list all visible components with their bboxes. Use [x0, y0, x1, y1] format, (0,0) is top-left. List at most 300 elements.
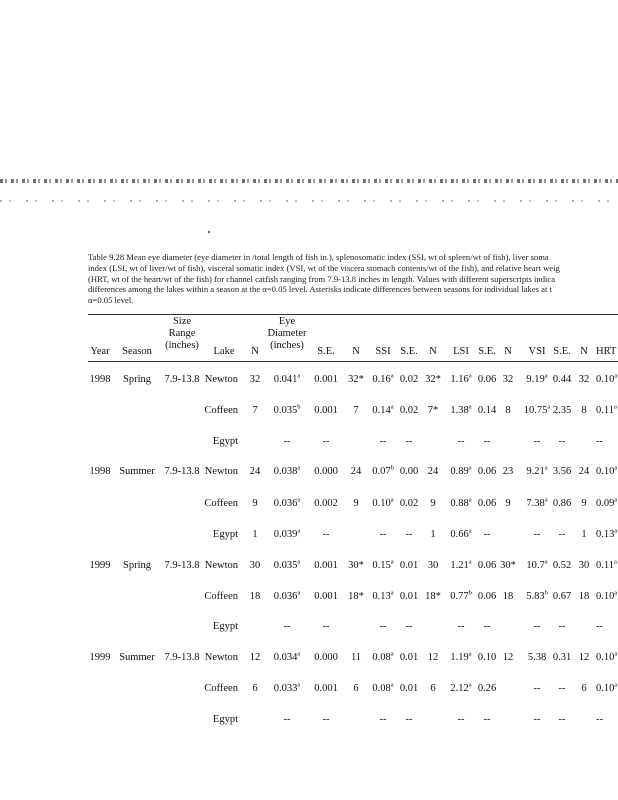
cell-value: 12: [249, 652, 261, 663]
cell-value: 0.00: [399, 466, 419, 477]
cell-n3: [425, 374, 441, 386]
cell-value: 0.52: [552, 560, 572, 571]
cell-value: --: [379, 621, 387, 632]
cell-se1: [323, 529, 330, 541]
cell-value: 0.01: [399, 652, 419, 663]
cell-value: --: [379, 529, 387, 540]
cell-eye: [274, 683, 301, 695]
cell-vsi: [526, 560, 547, 572]
cell-se4: [559, 714, 566, 726]
cell-value: --: [533, 436, 541, 447]
cell-year: [90, 652, 111, 664]
cell-year: [90, 466, 111, 478]
cell-superscript: a: [614, 464, 618, 472]
header-n: N: [352, 346, 360, 357]
cell-value: Coffeen: [204, 683, 238, 694]
cell-value: 0.06: [477, 560, 497, 571]
cell-eye: [274, 652, 301, 664]
cell-value: Summer: [119, 652, 155, 663]
cell-superscript: a: [468, 464, 472, 472]
header-n: N: [504, 346, 512, 357]
cell-n5: [579, 652, 590, 664]
cell-value: 0.26: [477, 683, 497, 694]
cell-value: 32: [249, 374, 261, 385]
cell-value: 18: [502, 591, 514, 602]
cell-value: 30: [427, 560, 439, 571]
cell-superscript: a: [614, 527, 618, 535]
cell-n4: [503, 466, 514, 478]
header-n: N: [580, 346, 588, 357]
cell-se1: [314, 652, 338, 664]
cell-se1: [314, 591, 338, 603]
cell-value: Coffeen: [204, 498, 238, 509]
cell-value: 9: [505, 498, 511, 509]
cell-lsi: [450, 466, 471, 478]
cell-se4: [553, 374, 571, 386]
cell-value: 0.16: [372, 374, 391, 385]
cell-value: 9: [353, 498, 359, 509]
cell-hrt: [596, 714, 603, 726]
header-eye-diameter: [267, 316, 306, 352]
cell-value: 1999: [89, 652, 111, 663]
cell-se2: [406, 621, 413, 633]
scan-artifact-line: [0, 200, 618, 202]
cell-season: [119, 652, 155, 664]
header-size-range: [165, 316, 199, 352]
cell-eye: [274, 529, 301, 541]
cell-n4: [505, 405, 510, 417]
cell-value: 1.19: [450, 652, 469, 663]
cell-ssi: [372, 466, 394, 478]
cell-year: [90, 374, 111, 386]
cell-value: Newton: [204, 560, 238, 571]
cell-value: 0.06: [477, 498, 497, 509]
cell-superscript: a: [468, 650, 472, 658]
cell-se4: [559, 683, 566, 695]
cell-value: 0.02: [399, 498, 419, 509]
cell-value: Newton: [204, 374, 238, 385]
cell-value: 1: [252, 529, 258, 540]
cell-season: [123, 374, 151, 386]
cell-value: 0.001: [314, 591, 338, 602]
cell-superscript: a: [468, 496, 472, 504]
cell-lake: [205, 652, 238, 664]
cell-value: 1.21: [450, 560, 469, 571]
cell-value: --: [483, 436, 491, 447]
cell-se1: [314, 466, 338, 478]
cell-value: --: [558, 621, 566, 632]
cell-superscript: a: [297, 372, 301, 380]
cell-hrt: [596, 405, 617, 417]
cell-n2: [351, 466, 362, 478]
cell-value: 0.11: [596, 405, 614, 416]
cell-value: 0.01: [399, 591, 419, 602]
cell-se3: [484, 529, 491, 541]
cell-lake: [204, 498, 238, 510]
cell-se4: [559, 436, 566, 448]
cell-ssi: [372, 683, 393, 695]
cell-value: --: [405, 529, 413, 540]
cell-se3: [478, 591, 496, 603]
cell-vsi: [524, 405, 551, 417]
cell-n2: [348, 374, 364, 386]
cell-value: --: [457, 436, 465, 447]
cell-eye: [274, 498, 301, 510]
cell-se4: [553, 498, 571, 510]
cell-se3: [478, 374, 496, 386]
cell-value: 30*: [500, 560, 516, 571]
cell-season: [119, 466, 155, 478]
cell-value: Newton: [204, 466, 238, 477]
cell-n2: [351, 652, 361, 664]
cell-value: 30*: [348, 560, 364, 571]
cell-value: --: [457, 714, 465, 725]
cell-value: 0.035: [273, 405, 298, 416]
cell-hrt: [596, 560, 617, 572]
cell-hrt: [596, 436, 603, 448]
cell-value: --: [283, 621, 291, 632]
cell-lsi: [450, 591, 472, 603]
cell-vsi: [526, 466, 547, 478]
cell-eye: [274, 560, 301, 572]
header-vsi: VSI: [528, 346, 546, 357]
cell-hrt: [596, 652, 617, 664]
cell-se4: [553, 591, 571, 603]
cell-superscript: a: [547, 403, 551, 411]
cell-value: --: [457, 621, 465, 632]
cell-lake: [204, 405, 238, 417]
cell-superscript: b: [390, 464, 394, 472]
cell-value: 0.11: [596, 560, 614, 571]
cell-value: 11: [350, 652, 362, 663]
cell-vsi: [526, 591, 548, 603]
cell-lsi: [450, 560, 471, 572]
cell-superscript: a: [614, 496, 618, 504]
header-se: S.E.: [478, 346, 496, 357]
cell-vsi: [534, 529, 541, 541]
cell-value: 0.67: [552, 591, 572, 602]
cell-superscript: a: [544, 496, 548, 504]
cell-superscript: a: [297, 558, 301, 566]
cell-value: 7*: [427, 405, 439, 416]
cell-season: [123, 560, 151, 572]
cell-n5: [579, 591, 590, 603]
cell-value: 32: [578, 374, 590, 385]
cell-value: 0.000: [314, 466, 338, 477]
scan-artifact-dot: [208, 231, 210, 233]
cell-eye: [274, 591, 301, 603]
cell-n4: [503, 591, 514, 603]
cell-lsi: [458, 714, 465, 726]
cell-n5: [581, 498, 586, 510]
cell-value: 0.10: [477, 652, 497, 663]
cell-value: 32: [502, 374, 514, 385]
cell-value: 24: [350, 466, 362, 477]
cell-lsi: [450, 683, 471, 695]
cell-value: 2.12: [450, 683, 469, 694]
cell-value: 5.38: [527, 652, 547, 663]
cell-se1: [323, 436, 330, 448]
cell-hrt: [596, 591, 617, 603]
cell-superscript: a: [297, 527, 301, 535]
cell-value: 18: [578, 591, 590, 602]
cell-value: 9: [581, 498, 587, 509]
cell-value: 8: [505, 405, 511, 416]
cell-n3: [430, 529, 435, 541]
caption-line: α=0.05 level.: [88, 295, 134, 306]
cell-value: 0.01: [399, 683, 419, 694]
cell-se2: [400, 591, 418, 603]
cell-value: --: [533, 714, 541, 725]
cell-value: 0.13: [372, 591, 391, 602]
cell-value: 0.039: [273, 529, 298, 540]
cell-superscript: a: [468, 403, 472, 411]
cell-value: --: [558, 436, 566, 447]
cell-value: 12: [578, 652, 590, 663]
cell-value: Egypt: [212, 621, 238, 632]
cell-hrt: [596, 529, 617, 541]
cell-value: 32*: [348, 374, 364, 385]
cell-value: 9: [252, 498, 258, 509]
cell-superscript: a: [614, 681, 618, 689]
cell-value: 1998: [89, 374, 111, 385]
cell-value: 0.09: [596, 498, 615, 509]
cell-n1: [252, 498, 257, 510]
cell-value: 0.036: [273, 498, 298, 509]
cell-value: 0.001: [314, 560, 338, 571]
cell-n1: [250, 591, 261, 603]
cell-superscript: b: [544, 589, 548, 597]
header-ssi: SSI: [375, 346, 391, 357]
cell-hrt: [596, 498, 617, 510]
cell-superscript: a: [297, 681, 301, 689]
cell-value: --: [533, 621, 541, 632]
cell-value: 18*: [425, 591, 441, 602]
cell-value: 0.14: [372, 405, 391, 416]
cell-value: 0.06: [477, 591, 497, 602]
cell-hrt: [596, 683, 617, 695]
cell-n2: [353, 405, 358, 417]
cell-ssi: [372, 591, 393, 603]
cell-lsi: [450, 405, 471, 417]
cell-size: [165, 560, 200, 572]
header-lsi: LSI: [453, 346, 469, 357]
cell-eye: [284, 436, 291, 448]
cell-superscript: a: [544, 464, 548, 472]
header-text: (inches): [270, 340, 304, 351]
cell-value: 0.10: [372, 498, 391, 509]
cell-value: 24: [427, 466, 439, 477]
cell-value: 7.38: [526, 498, 545, 509]
cell-se4: [559, 529, 566, 541]
cell-n4: [505, 498, 510, 510]
cell-se3: [484, 714, 491, 726]
cell-se3: [484, 621, 491, 633]
cell-lsi: [450, 529, 471, 541]
cell-value: 0.08: [372, 652, 391, 663]
cell-value: 0.10: [596, 591, 615, 602]
cell-lake: [213, 529, 238, 541]
cell-value: 12: [427, 652, 439, 663]
cell-superscript: a: [614, 589, 618, 597]
cell-value: 24: [578, 466, 590, 477]
cell-ssi: [372, 652, 393, 664]
cell-se4: [553, 652, 571, 664]
cell-se3: [478, 652, 496, 664]
cell-n5: [581, 405, 586, 417]
cell-n1: [250, 466, 261, 478]
cell-lake: [204, 683, 238, 695]
cell-superscript: a: [297, 650, 301, 658]
cell-value: --: [558, 714, 566, 725]
cell-n2: [353, 683, 358, 695]
cell-se1: [314, 374, 338, 386]
cell-value: Egypt: [212, 529, 238, 540]
cell-se2: [400, 683, 418, 695]
cell-superscript: a: [544, 558, 548, 566]
cell-size: [165, 466, 200, 478]
cell-value: --: [596, 621, 603, 632]
cell-superscript: b: [468, 589, 472, 597]
cell-n5: [581, 529, 586, 541]
cell-ssi: [380, 621, 387, 633]
cell-ssi: [372, 560, 393, 572]
header-n: N: [251, 346, 259, 357]
header-text: Eye: [278, 316, 296, 327]
cell-se3: [478, 498, 496, 510]
cell-value: 18: [249, 591, 261, 602]
cell-value: 0.07: [372, 466, 391, 477]
cell-lake: [205, 466, 238, 478]
cell-value: 0.13: [596, 529, 615, 540]
table-header-rule: [88, 361, 618, 362]
cell-n1: [250, 374, 261, 386]
cell-se2: [400, 560, 418, 572]
cell-value: 0.10: [596, 374, 615, 385]
cell-lake: [204, 591, 238, 603]
cell-value: 0.02: [399, 374, 419, 385]
cell-n3: [430, 498, 435, 510]
cell-value: 32*: [425, 374, 441, 385]
cell-value: 0.77: [450, 591, 469, 602]
header-text: Size: [172, 316, 192, 327]
cell-se1: [323, 714, 330, 726]
cell-value: --: [379, 714, 387, 725]
cell-value: 0.034: [273, 652, 298, 663]
cell-value: --: [405, 436, 413, 447]
scan-artifact-line: [0, 179, 618, 183]
cell-value: 0.14: [477, 405, 497, 416]
cell-ssi: [372, 405, 393, 417]
header-hrt: HRT: [596, 346, 617, 357]
cell-value: 0.002: [314, 498, 338, 509]
cell-value: 0.10: [596, 652, 615, 663]
cell-value: 0.15: [372, 560, 391, 571]
cell-value: Egypt: [212, 714, 238, 725]
cell-value: 7.9-13.8: [164, 466, 200, 477]
header-year: Year: [90, 346, 110, 357]
cell-se4: [553, 560, 571, 572]
cell-se2: [400, 466, 418, 478]
header-text: Range: [168, 328, 196, 339]
cell-value: --: [483, 714, 491, 725]
cell-value: --: [405, 714, 413, 725]
cell-n1: [252, 405, 257, 417]
cell-value: 30: [578, 560, 590, 571]
cell-value: 0.02: [399, 405, 419, 416]
cell-superscript: a: [544, 372, 548, 380]
cell-value: --: [322, 436, 330, 447]
cell-superscript: a: [390, 650, 394, 658]
cell-n2: [353, 498, 358, 510]
cell-value: 1: [581, 529, 587, 540]
header-se: S.E.: [317, 346, 335, 357]
cell-n1: [250, 652, 261, 664]
cell-vsi: [534, 683, 541, 695]
cell-value: 0.01: [399, 560, 419, 571]
cell-se3: [478, 683, 496, 695]
cell-superscript: a: [614, 650, 618, 658]
cell-value: 0.041: [273, 374, 298, 385]
cell-value: 0.06: [477, 374, 497, 385]
cell-value: 0.31: [552, 652, 572, 663]
cell-value: 0.001: [314, 683, 338, 694]
cell-value: --: [322, 714, 330, 725]
header-n: N: [429, 346, 437, 357]
cell-ssi: [372, 498, 393, 510]
cell-value: Newton: [204, 652, 238, 663]
cell-size: [165, 374, 200, 386]
cell-value: --: [483, 529, 491, 540]
cell-ssi: [380, 714, 387, 726]
cell-value: 0.001: [314, 405, 338, 416]
cell-value: 3.56: [552, 466, 572, 477]
cell-se2: [406, 436, 413, 448]
cell-value: Egypt: [212, 436, 238, 447]
cell-n5: [579, 374, 590, 386]
cell-lsi: [450, 652, 471, 664]
cell-vsi: [534, 436, 541, 448]
cell-se4: [553, 405, 571, 417]
cell-n3: [428, 560, 439, 572]
cell-vsi: [526, 498, 547, 510]
cell-n4: [503, 374, 514, 386]
cell-lake: [213, 621, 238, 633]
cell-hrt: [596, 374, 617, 386]
cell-value: 0.06: [477, 466, 497, 477]
cell-value: 10.7: [526, 560, 545, 571]
cell-value: 0.036: [273, 591, 298, 602]
cell-value: 30: [249, 560, 261, 571]
cell-ssi: [372, 374, 393, 386]
cell-superscript: a: [297, 589, 301, 597]
cell-n5: [579, 466, 590, 478]
cell-n3: [430, 683, 435, 695]
cell-eye: [284, 621, 291, 633]
cell-value: --: [533, 529, 541, 540]
cell-value: 0.88: [450, 498, 469, 509]
caption-line: Table 9.28 Mean eye diameter (eye diameter in /total length of fish in.), splenosomatic index (SSI, wt of spleen/wt of fish), liver soma: [88, 252, 549, 262]
cell-se2: [406, 529, 413, 541]
cell-value: 0.66: [450, 529, 469, 540]
cell-value: --: [322, 529, 330, 540]
header-lake: Lake: [213, 346, 235, 357]
cell-superscript: a: [468, 681, 472, 689]
cell-value: 9.21: [526, 466, 545, 477]
cell-lsi: [458, 621, 465, 633]
cell-value: 0.08: [372, 683, 391, 694]
cell-lsi: [450, 374, 471, 386]
